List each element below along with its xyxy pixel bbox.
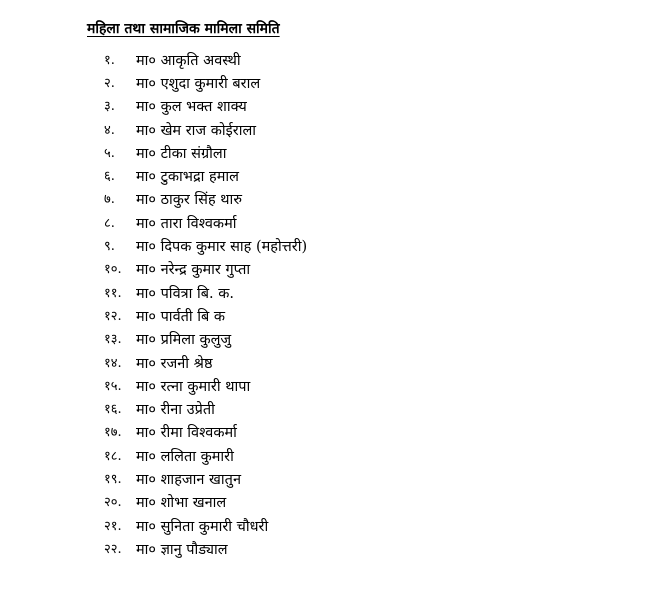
- list-item: [104, 352, 307, 375]
- list-item: [104, 398, 307, 421]
- member-list: [104, 49, 307, 562]
- list-item: [104, 538, 307, 561]
- list-item: [104, 165, 307, 188]
- list-item-number: ९.: [104, 239, 115, 255]
- list-item: [104, 445, 307, 468]
- list-item-number: १५.: [104, 378, 122, 394]
- list-item: [104, 259, 307, 282]
- member-name: मा० ठाकुर सिंह थारु: [136, 192, 242, 209]
- list-item: [104, 492, 307, 515]
- list-item-number: १०.: [104, 262, 122, 278]
- list-item: [104, 282, 307, 305]
- list-item: [104, 329, 307, 352]
- list-item-number: १८.: [104, 448, 122, 464]
- list-item: [104, 142, 307, 165]
- member-name: मा० रीना उप्रेती: [136, 402, 215, 419]
- list-item: [104, 119, 307, 142]
- list-item: [104, 189, 307, 212]
- list-item-number: १७.: [104, 425, 122, 441]
- list-item-number: २.: [104, 75, 115, 91]
- list-item: [104, 72, 307, 95]
- member-name: मा० पवित्रा बि. क.: [136, 285, 234, 302]
- list-item-number: १४.: [104, 355, 122, 371]
- list-item: [104, 305, 307, 328]
- list-item-number: ४.: [104, 122, 115, 138]
- list-item: [104, 235, 307, 258]
- member-name: मा० खेम राज कोईराला: [136, 122, 257, 139]
- list-item-number: १९.: [104, 471, 122, 487]
- member-name: मा० शोभा खनाल: [136, 495, 227, 512]
- list-item: [104, 515, 307, 538]
- list-item-number: २२.: [104, 541, 122, 557]
- list-item-number: १३.: [104, 332, 122, 348]
- list-item: [104, 375, 307, 398]
- page-title: महिला तथा सामाजिक मामिला समिति: [87, 21, 280, 37]
- member-name: मा० नरेन्द्र कुमार गुप्ता: [136, 262, 251, 279]
- member-name: मा० टीका संग्रौला: [136, 145, 227, 162]
- member-name: मा० सुनिता कुमारी चौधरी: [136, 518, 269, 535]
- list-item-number: १६.: [104, 402, 122, 418]
- list-item: [104, 49, 307, 72]
- member-name: मा० तारा विश्वकर्मा: [136, 215, 237, 232]
- member-name: मा० शाहजान खातुन: [136, 471, 241, 488]
- member-name: मा० रीमा विश्वकर्मा: [136, 425, 237, 442]
- member-name: मा० दिपक कुमार साह (महोत्तरी): [136, 239, 308, 256]
- list-item: [104, 422, 307, 445]
- member-name: मा० पार्वती बि क: [136, 308, 226, 325]
- list-item: [104, 96, 307, 119]
- list-item-number: ६.: [104, 169, 115, 185]
- list-item-number: ११.: [104, 285, 122, 301]
- member-name: मा० ज्ञानु पौड्याल: [136, 541, 228, 558]
- member-name: मा० रजनी श्रेष्ठ: [136, 355, 213, 372]
- list-item-number: ८.: [104, 215, 115, 231]
- list-item: [104, 468, 307, 491]
- member-name: मा० ललिता कुमारी: [136, 448, 234, 465]
- member-name: मा० एशुदा कुमारी बराल: [136, 75, 261, 92]
- list-item-number: ७.: [104, 192, 115, 208]
- list-item-number: १.: [104, 52, 115, 68]
- list-item-number: ५.: [104, 145, 115, 161]
- list-item: [104, 212, 307, 235]
- list-item-number: २०.: [104, 495, 122, 511]
- member-name: मा० प्रमिला कुलुजु: [136, 332, 232, 349]
- list-item-number: १२.: [104, 308, 122, 324]
- list-item-number: ३.: [104, 99, 115, 115]
- member-name: मा० टुकाभद्रा हमाल: [136, 169, 239, 186]
- member-name: मा० कुल भक्त शाक्य: [136, 99, 247, 116]
- list-item-number: २१.: [104, 518, 122, 534]
- member-name: मा० आकृति अवस्थी: [136, 52, 241, 69]
- member-name: मा० रत्ना कुमारी थापा: [136, 378, 251, 395]
